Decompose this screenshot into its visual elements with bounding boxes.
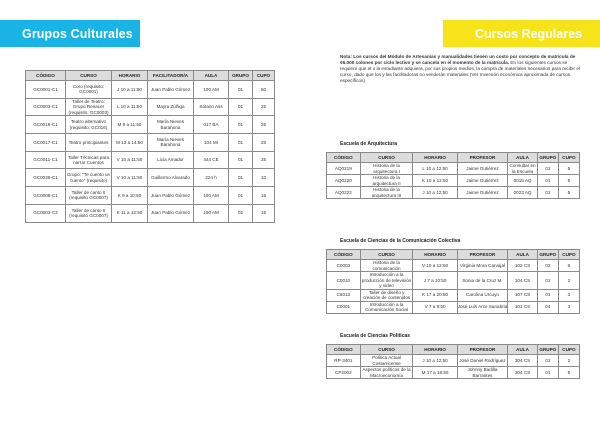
column-header: CURSO bbox=[360, 153, 413, 163]
comunicacion-table bbox=[326, 249, 580, 314]
table-cell: J 10 a 12:50 bbox=[413, 187, 457, 199]
table-row bbox=[327, 187, 580, 199]
table-cell: V 10 a 12:50 bbox=[413, 260, 457, 272]
column-header: FACILITADOR/A bbox=[148, 71, 194, 81]
column-header: HORARIO bbox=[413, 153, 457, 163]
table-row bbox=[327, 272, 580, 290]
table-cell: José Luis Arce Sanabria bbox=[457, 301, 508, 313]
column-header: HORARIO bbox=[112, 71, 148, 81]
table-cell: 104 MI bbox=[194, 134, 229, 152]
table-cell: C0003 bbox=[327, 260, 361, 272]
table-cell: Mayra Zúñiga bbox=[148, 98, 194, 116]
table-cell: J 10 a 11:50 bbox=[112, 81, 148, 99]
table-cell: GC0003-C2 bbox=[26, 204, 66, 222]
table-cell: J 7 a 10:50 bbox=[413, 272, 457, 290]
comunicacion-title: Escuela de Ciencias de la Comunicación Colectiva bbox=[340, 238, 461, 244]
column-header: HORARIO bbox=[413, 345, 457, 355]
column-header: AULA bbox=[508, 345, 538, 355]
table-cell: AQ0219 bbox=[327, 163, 361, 175]
table-cell: 01 bbox=[537, 355, 558, 367]
table-cell: Historia de la comunicación bbox=[360, 260, 413, 272]
table-cell: Juan Pablo Gómez bbox=[148, 204, 194, 222]
column-header: CÓDIGO bbox=[26, 71, 66, 81]
table-cell: 01 bbox=[229, 151, 253, 169]
table-cell: 03 bbox=[537, 260, 558, 272]
column-header: CÓDIGO bbox=[327, 153, 361, 163]
table-cell: 02 bbox=[229, 204, 253, 222]
table-cell: Sonia de la Cruz M. bbox=[457, 272, 508, 290]
cursos-regulares-banner bbox=[443, 20, 600, 47]
table-cell: C0010 bbox=[327, 272, 361, 290]
table-cell: 01 bbox=[537, 289, 558, 301]
table-cell: 25 bbox=[253, 134, 275, 152]
table-cell: Virginia Mora Carvajal bbox=[457, 260, 508, 272]
column-header: CUPO bbox=[558, 153, 579, 163]
table-cell: L 10 a 11:50 bbox=[112, 98, 148, 116]
table-cell: L 10 a 12:50 bbox=[413, 163, 457, 175]
table-cell: GC0008-C1 bbox=[26, 187, 66, 205]
column-header: AULA bbox=[508, 250, 538, 260]
table-cell: Aspectos políticos de la Macroeconomía bbox=[360, 367, 413, 379]
table-cell: Teatro alternativo (requisito: GC016) bbox=[66, 116, 112, 134]
table-row bbox=[26, 187, 275, 205]
table-cell: 01 bbox=[537, 163, 558, 175]
table-cell: Introducción a la Comunicación Social bbox=[360, 301, 413, 313]
table-cell: Política Actual Costarricense bbox=[360, 355, 413, 367]
table-row bbox=[26, 151, 275, 169]
table-cell: Consultar en la Escuela bbox=[509, 163, 536, 174]
table-cell: 15 bbox=[253, 204, 275, 222]
table-cell: 102 CS bbox=[508, 260, 538, 272]
table-cell: 01 bbox=[229, 169, 253, 187]
table-cell: V 10 a 11:50 bbox=[112, 151, 148, 169]
table-cell: V 10 a 11:50 bbox=[112, 169, 148, 187]
table-row bbox=[26, 81, 275, 99]
table-cell: 5 bbox=[558, 187, 579, 199]
table-cell: 0023 AQ bbox=[508, 187, 538, 199]
table-cell: K 11 a 12:50 bbox=[112, 204, 148, 222]
column-header: CURSO bbox=[66, 71, 112, 81]
table-cell: Teatro principiantes bbox=[66, 134, 112, 152]
table-row bbox=[26, 98, 275, 116]
table-cell: 107 CS bbox=[508, 289, 538, 301]
table-cell: CP2002 bbox=[327, 367, 361, 379]
grupos-culturales-banner bbox=[0, 20, 140, 47]
table-cell: 3 bbox=[558, 289, 579, 301]
table-cell: Historia de la arquitectura II bbox=[360, 175, 413, 187]
table-cell: 5 bbox=[558, 163, 579, 175]
table-cell: K 9 a 10:50 bbox=[112, 187, 148, 205]
table-cell: 100 AM bbox=[194, 204, 229, 222]
table-cell: Coro (requisito: GC0001) bbox=[66, 81, 112, 99]
column-header: GRUPO bbox=[537, 345, 558, 355]
table-cell: Taller Técnicas para narrar Cuentos bbox=[66, 151, 112, 169]
table-cell: Jaime Gutiérrez bbox=[457, 187, 508, 199]
table-row bbox=[327, 355, 580, 367]
table-row bbox=[327, 289, 580, 301]
table-cell: GC0036-C1 bbox=[26, 169, 66, 187]
table-cell: Juan Pablo Gómez bbox=[148, 81, 194, 99]
table-cell: Johnny Badilla Barrantes bbox=[457, 367, 508, 379]
table-row bbox=[327, 175, 580, 187]
table-cell: RP-3401 bbox=[327, 355, 361, 367]
table-cell: Jaime Gutiérrez bbox=[457, 163, 508, 175]
table-cell: V 7 a 9:50 bbox=[413, 301, 457, 313]
cursos-regulares-title: Cursos Regulares bbox=[475, 26, 582, 41]
table-cell: 224 h bbox=[194, 169, 229, 187]
table-cell: José Daniel Rodríguez bbox=[457, 355, 508, 367]
table-row bbox=[327, 301, 580, 313]
table-cell: GC0017-C1 bbox=[26, 134, 66, 152]
table-cell: M 13 a 14:50 bbox=[112, 134, 148, 152]
table-cell: M 9 a 11:50 bbox=[112, 116, 148, 134]
table-cell: 444 CE bbox=[194, 151, 229, 169]
materials-note bbox=[340, 54, 580, 83]
table-cell: Licia Amador bbox=[148, 151, 194, 169]
note-bold-text: Nota: Los cursos del Módulo de Artesanías y manualidades tienen un costo por concepto de matrícula de ¢6.000 colones por ciclo lectivo y se cancela en el momento de la matrícula. bbox=[340, 54, 576, 65]
table-cell: 104 CS bbox=[508, 272, 538, 290]
table-cell: GC0001-C1 bbox=[26, 81, 66, 99]
table-cell: Taller de Teatro: Grupo Renacer (requisito: GC0003) bbox=[66, 98, 112, 116]
table-cell: 01 bbox=[537, 367, 558, 379]
table-cell: 5 bbox=[558, 175, 579, 187]
table-row bbox=[26, 116, 275, 134]
column-header: CÓDIGO bbox=[327, 250, 361, 260]
table-cell: Historia de la arquitectura I bbox=[360, 163, 413, 175]
table-cell: 10 bbox=[253, 169, 275, 187]
table-cell: 304 CS bbox=[508, 367, 538, 379]
table-row bbox=[26, 134, 275, 152]
table-cell: 101 CS bbox=[508, 301, 538, 313]
table-row bbox=[26, 169, 275, 187]
table-cell: María Nieves Barahona bbox=[148, 116, 194, 134]
table-cell: Historia de la arquitectura III bbox=[360, 187, 413, 199]
table-cell: AQ0222 bbox=[327, 187, 361, 199]
table-cell: 01 bbox=[229, 187, 253, 205]
table-cell: 3 bbox=[558, 301, 579, 313]
column-header: GRUPO bbox=[537, 250, 558, 260]
table-header-row bbox=[327, 250, 580, 260]
table-cell: 01 bbox=[229, 134, 253, 152]
table-cell: K 17 a 20:50 bbox=[413, 289, 457, 301]
grupos-culturales-title: Grupos Culturales bbox=[22, 26, 133, 41]
table-cell: Grupo: "Te cuento un cuento" (requisito) bbox=[66, 169, 112, 187]
table-cell: AQ0220 bbox=[327, 175, 361, 187]
table-cell: Taller de canto II (requisito GC0007) bbox=[66, 187, 112, 205]
table-row bbox=[26, 204, 275, 222]
table-cell: 25 bbox=[253, 98, 275, 116]
column-header: PROFESOR bbox=[457, 345, 508, 355]
politicas-title: Escuela de Ciencias Políticas bbox=[340, 333, 411, 339]
table-cell: K 10 a 12:50 bbox=[413, 175, 457, 187]
cultural-groups-table bbox=[25, 70, 275, 223]
table-cell: 01 bbox=[537, 272, 558, 290]
table-cell: C6013 bbox=[327, 289, 361, 301]
table-cell: 5 bbox=[558, 367, 579, 379]
column-header: HORARIO bbox=[413, 250, 457, 260]
table-cell: 01 bbox=[229, 116, 253, 134]
note-text: En los siguientes cursos se requiere que el o la estudiante adquiera, por sus propios medios, la compra de materiales necesarios para recibir el curso, dado que los y las facilitadoras no venderán materiales (Ver Inversión económica aproximada de cursos específicos) bbox=[340, 59, 580, 83]
table-cell: 2 bbox=[558, 355, 579, 367]
table-cell: Taller de diseño y creación de contenidos bbox=[360, 289, 413, 301]
table-cell: M 17 a 18:50 bbox=[413, 367, 457, 379]
table-cell: 01 bbox=[537, 175, 558, 187]
table-cell: 04 bbox=[537, 301, 558, 313]
table-cell: C0001 bbox=[327, 301, 361, 313]
table-cell: GC0016-C1 bbox=[26, 116, 66, 134]
column-header: PROFESOR bbox=[457, 153, 508, 163]
table-cell: 25 bbox=[253, 151, 275, 169]
table-cell: Sótano Ass bbox=[194, 98, 229, 116]
table-cell: 01 bbox=[229, 98, 253, 116]
column-header: AULA bbox=[508, 153, 538, 163]
table-cell: 50 bbox=[253, 81, 275, 99]
table-row bbox=[327, 260, 580, 272]
table-cell: J 10 a 12:50 bbox=[413, 355, 457, 367]
table-row bbox=[327, 163, 580, 175]
table-cell: Guillermo Alvarado bbox=[148, 169, 194, 187]
table-header-row bbox=[327, 345, 580, 355]
column-header: CUPO bbox=[253, 71, 275, 81]
table-header-row bbox=[26, 71, 275, 81]
table-cell: 017 BA bbox=[194, 116, 229, 134]
table-cell: María Nieves Barahona bbox=[148, 134, 194, 152]
column-header: CÓDIGO bbox=[327, 345, 361, 355]
table-cell: 0015 AQ bbox=[508, 175, 538, 187]
column-header: GRUPO bbox=[537, 153, 558, 163]
table-cell: Jaime Gutiérrez bbox=[457, 175, 508, 187]
column-header: CURSO bbox=[360, 345, 413, 355]
table-cell: 6 bbox=[558, 260, 579, 272]
table-cell: 100 AM bbox=[194, 187, 229, 205]
table-row bbox=[327, 367, 580, 379]
table-cell: 25 bbox=[253, 116, 275, 134]
table-cell: GC0003-C1 bbox=[26, 98, 66, 116]
column-header: AULA bbox=[194, 71, 229, 81]
table-cell: 2 bbox=[558, 272, 579, 290]
column-header: GRUPO bbox=[229, 71, 253, 81]
table-cell: Introducción a la producción de televisión y video bbox=[361, 272, 412, 288]
politicas-table bbox=[326, 344, 580, 379]
column-header: CUPO bbox=[558, 345, 579, 355]
arquitectura-title: Escuela de Arquitectura bbox=[340, 141, 398, 147]
table-cell: Taller de canto II (requisito GC0007) bbox=[66, 204, 112, 222]
table-cell: 100 AM bbox=[194, 81, 229, 99]
table-header-row bbox=[327, 153, 580, 163]
table-cell: 15 bbox=[253, 187, 275, 205]
table-cell: 01 bbox=[229, 81, 253, 99]
arquitectura-table bbox=[326, 152, 580, 199]
table-cell: Juan Pablo Gómez bbox=[148, 187, 194, 205]
table-cell: 01 bbox=[537, 187, 558, 199]
column-header: CUPO bbox=[558, 250, 579, 260]
column-header: PROFESOR bbox=[457, 250, 508, 260]
table-cell: GC0011-C1 bbox=[26, 151, 66, 169]
column-header: CURSO bbox=[360, 250, 413, 260]
table-cell: 304 CS bbox=[508, 355, 538, 367]
table-cell: Carolina Urcuyo bbox=[457, 289, 508, 301]
